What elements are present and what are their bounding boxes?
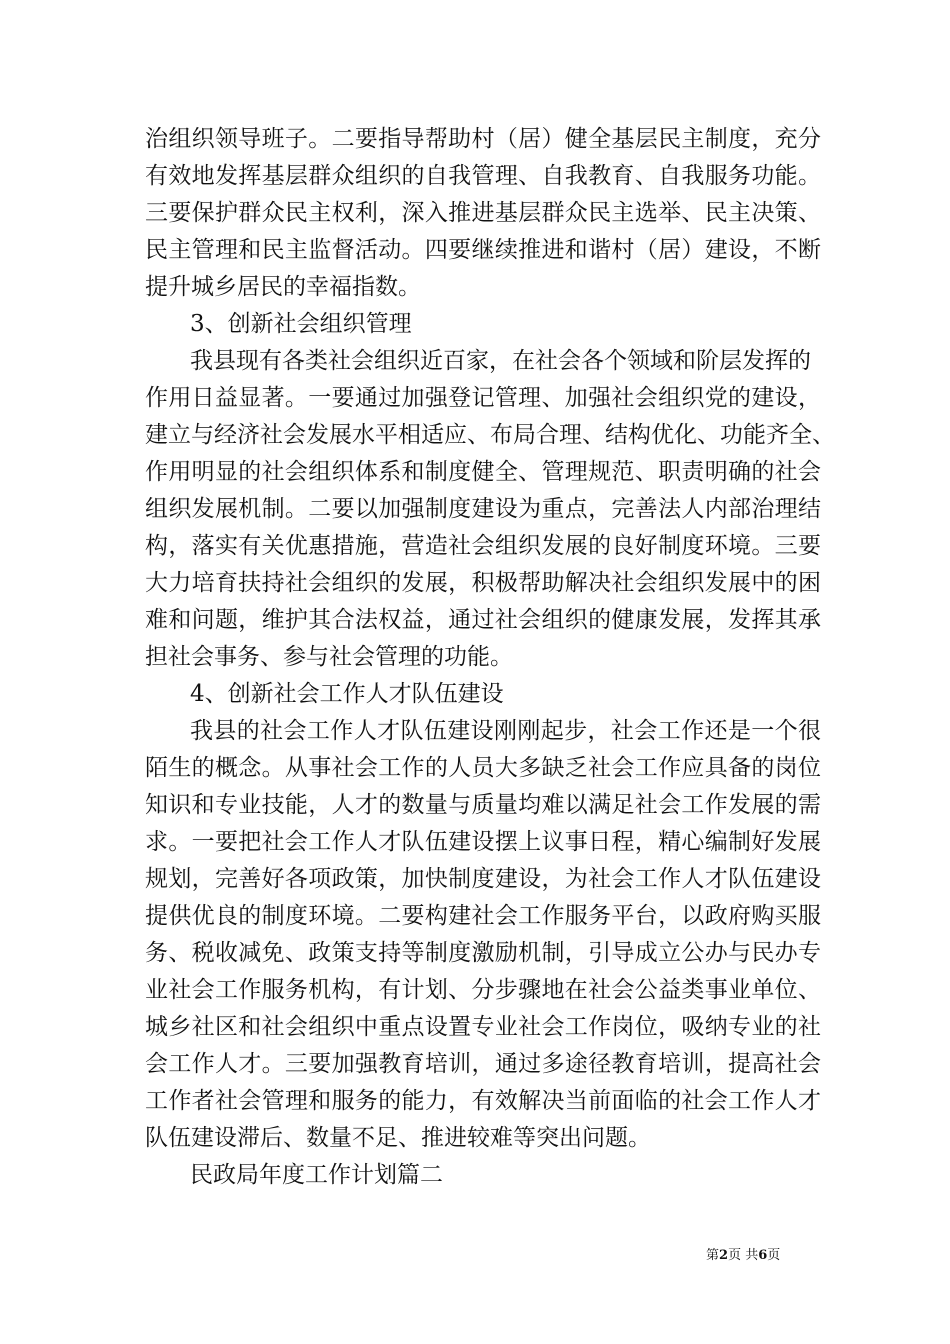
paragraph-line: 城乡社区和社会组织中重点设置专业社会工作岗位，吸纳专业的社 xyxy=(145,1014,821,1040)
paragraph-line: 担社会事务、参与社会管理的功能。 xyxy=(145,644,513,670)
paragraph-line: 提升城乡居民的幸福指数。 xyxy=(145,274,421,300)
paragraph-line: 构，落实有关优惠措施，营造社会组织发展的良好制度环境。三要 xyxy=(145,533,821,559)
paragraph-line: 建立与经济社会发展水平相适应、布局合理、结构优化、功能齐全、 xyxy=(145,422,835,448)
paragraph-line: 作用日益显著。一要通过加强登记管理、加强社会组织党的建设， xyxy=(145,385,821,411)
paragraph-line: 组织发展机制。二要以加强制度建设为重点，完善法人内部治理结 xyxy=(145,496,821,522)
paragraph-line: 陌生的概念。从事社会工作的人员大多缺乏社会工作应具备的岗位 xyxy=(145,755,821,781)
paragraph-line: 有效地发挥基层群众组织的自我管理、自我教育、自我服务功能。 xyxy=(145,163,821,189)
paragraph-line: 提供优良的制度环境。二要构建社会工作服务平台，以政府购买服 xyxy=(145,903,821,929)
section-heading: 4、创新社会工作人才队伍建设 xyxy=(190,681,504,707)
paragraph-line: 我县的社会工作人才队伍建设刚刚起步，社会工作还是一个很 xyxy=(190,718,821,744)
paragraph-line: 工作者社会管理和服务的能力，有效解决当前面临的社会工作人才 xyxy=(145,1088,821,1114)
paragraph-line: 大力培育扶持社会组织的发展，积极帮助解决社会组织发展中的困 xyxy=(145,570,821,596)
footer-current-page: 2 xyxy=(719,1248,729,1263)
paragraph-line: 求。一要把社会工作人才队伍建设摆上议事日程，精心编制好发展 xyxy=(145,829,821,855)
paragraph-line: 业社会工作服务机构，有计划、分步骤地在社会公益类事业单位、 xyxy=(145,977,821,1003)
paragraph-line: 会工作人才。三要加强教育培训，通过多途径教育培训，提高社会 xyxy=(145,1051,821,1077)
footer-suffix: 页 xyxy=(767,1248,781,1263)
footer-middle: 页 共 xyxy=(728,1248,759,1263)
page-number-footer xyxy=(706,1245,816,1267)
paragraph-line: 队伍建设滞后、数量不足、推进较难等突出问题。 xyxy=(145,1125,651,1151)
paragraph-line: 作用明显的社会组织体系和制度健全、管理规范、职责明确的社会 xyxy=(145,459,821,485)
paragraph-line: 难和问题，维护其合法权益，通过社会组织的健康发展，发挥其承 xyxy=(145,607,821,633)
section-heading: 民政局年度工作计划篇二 xyxy=(190,1162,443,1188)
paragraph-line: 务、税收减免、政策支持等制度激励机制，引导成立公办与民办专 xyxy=(145,940,821,966)
section-heading: 3、创新社会组织管理 xyxy=(190,311,412,337)
paragraph-line: 治组织领导班子。二要指导帮助村（居）健全基层民主制度，充分 xyxy=(145,126,821,152)
footer-prefix: 第 xyxy=(706,1248,720,1263)
paragraph-line: 民主管理和民主监督活动。四要继续推进和谐村（居）建设，不断 xyxy=(145,237,821,263)
paragraph-line: 规划，完善好各项政策，加快制度建设，为社会工作人才队伍建设 xyxy=(145,866,821,892)
paragraph-line: 知识和专业技能，人才的数量与质量均难以满足社会工作发展的需 xyxy=(145,792,821,818)
footer-total-pages: 6 xyxy=(758,1248,768,1263)
paragraph-line: 三要保护群众民主权利，深入推进基层群众民主选举、民主决策、 xyxy=(145,200,821,226)
paragraph-line: 我县现有各类社会组织近百家，在社会各个领域和阶层发挥的 xyxy=(190,348,811,374)
